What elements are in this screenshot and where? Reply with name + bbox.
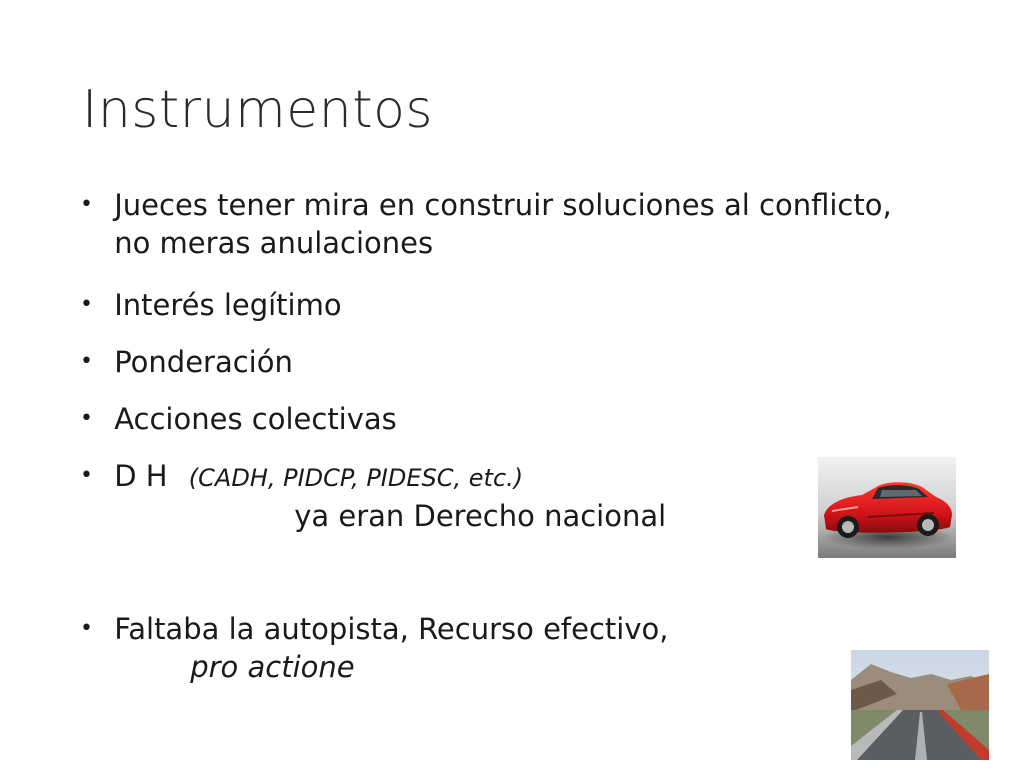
bullet-text: Jueces tener mira en construir soluciones al conflicto, xyxy=(114,188,892,222)
bullet-dot: • xyxy=(80,292,93,317)
bullet-item-acciones xyxy=(80,400,397,438)
bullet-text: D H xyxy=(114,459,168,493)
bullet-dot: • xyxy=(80,463,93,488)
bullet-text-continuation: ya eran Derecho nacional xyxy=(294,499,667,533)
bullet-item-faltaba xyxy=(80,610,668,686)
highway-road-image xyxy=(851,650,989,760)
bullet-dot: • xyxy=(80,349,93,374)
bullet-dot: • xyxy=(80,192,93,217)
bullet-item-interes xyxy=(80,286,342,324)
bullet-text: Acciones colectivas xyxy=(114,402,397,436)
red-sports-car-image xyxy=(818,457,956,558)
bullet-text-continuation: pro actione xyxy=(190,650,355,684)
car-icon xyxy=(818,457,956,558)
bullet-item-jueces xyxy=(80,186,892,262)
road-icon xyxy=(851,650,989,760)
bullet-dot: • xyxy=(80,406,93,431)
bullet-text: Ponderación xyxy=(114,345,293,379)
bullet-parenthetical: (CADH, PIDCP, PIDESC, etc.) xyxy=(188,464,524,492)
bullet-item-dh xyxy=(80,457,666,535)
bullet-item-ponderacion xyxy=(80,343,293,381)
bullet-text-continuation: no meras anulaciones xyxy=(114,226,434,260)
slide-title: Instrumentos xyxy=(82,80,434,140)
bullet-text: Faltaba la autopista, Recurso efectivo, xyxy=(114,612,669,646)
bullet-dot: • xyxy=(80,616,93,641)
bullet-text: Interés legítimo xyxy=(114,288,342,322)
